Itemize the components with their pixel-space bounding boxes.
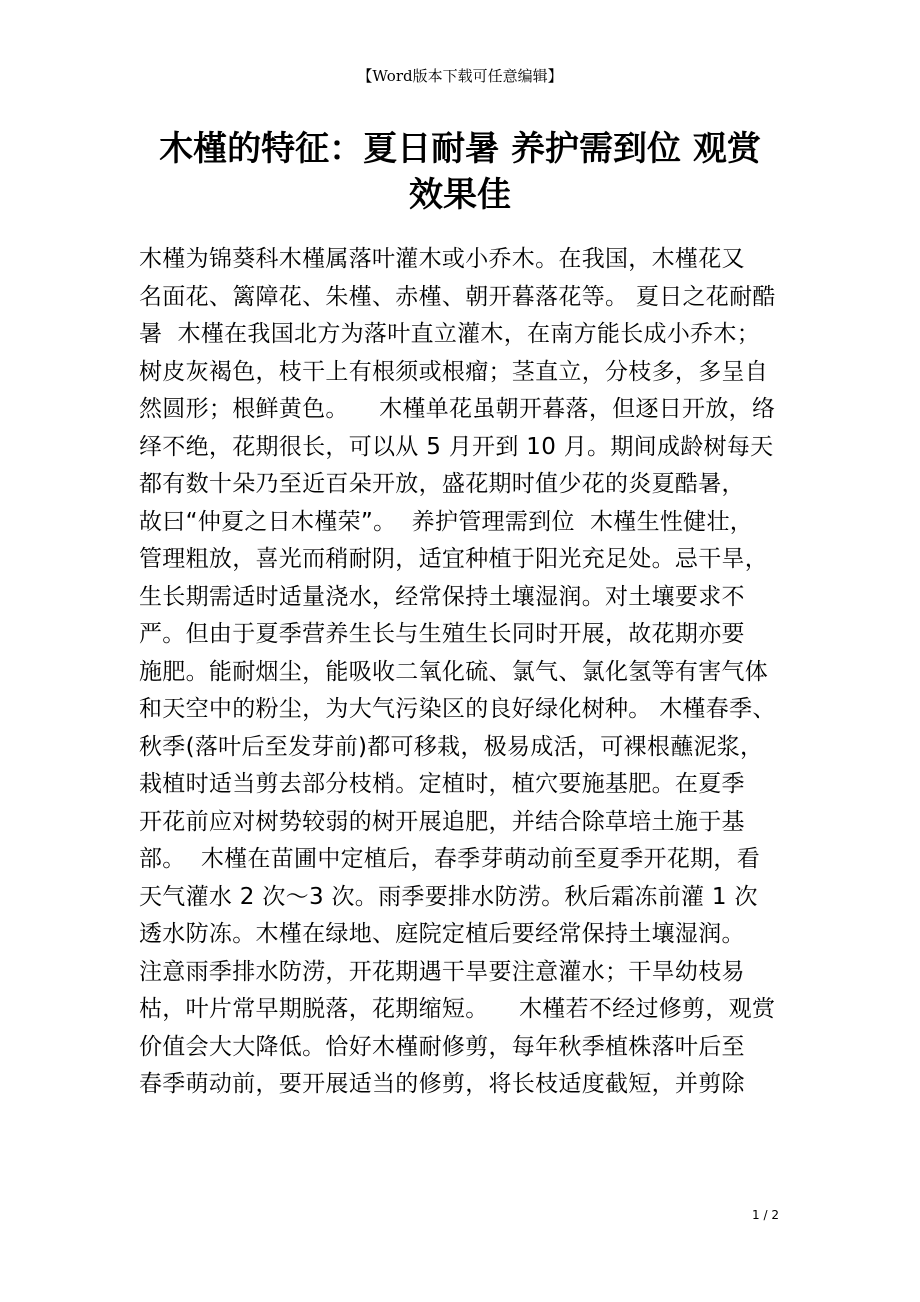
- body-line: 名面花、篱障花、朱槿、赤槿、朝开暮落花等。 夏日之花耐酷: [139, 283, 776, 310]
- body-line: 注意雨季排水防涝，开花期遇干旱要注意灌水；干旱幼枝易: [139, 958, 745, 985]
- body-line: 开花前应对树势较弱的树开展追肥，并结合除草培土施于基: [139, 808, 745, 835]
- body-line: 树皮灰褐色，枝干上有根须或根瘤；茎直立，分枝多，多呈自: [139, 358, 769, 385]
- title-line: 效果佳: [409, 175, 511, 215]
- body-line: 然圆形；根鲜黄色。 木槿单花虽朝开暮落，但逐日开放，络: [139, 396, 776, 422]
- page-number: 1 / 2: [752, 1208, 779, 1222]
- header-note: 【Word版本下载可任意编辑】: [357, 67, 563, 85]
- body-line: 施肥。能耐烟尘，能吸收二氧化硫、氯气、氯化氢等有害气体: [139, 658, 769, 685]
- title-line: 木槿的特征：夏日耐暑 养护需到位 观赏: [159, 129, 761, 169]
- document-title: [100, 126, 820, 218]
- body-line: 都有数十朵乃至近百朵开放，盛花期时值少花的炎夏酷暑，: [139, 471, 745, 497]
- body-line: 木槿为锦葵科木槿属落叶灌木或小乔木。在我国，木槿花又: [139, 246, 745, 272]
- body-line: 严。但由于夏季营养生长与生殖生长同时开展，故花期亦要: [139, 621, 745, 647]
- body-line: 栽植时适当剪去部分枝梢。定植时，植穴要施基肥。在夏季: [139, 771, 745, 797]
- body-line: 生长期需适时适量浇水，经常保持土壤湿润。对土壤要求不: [139, 583, 745, 610]
- body-line: 天气灌水 2 次～3 次。雨季要排水防涝。秋后霜冻前灌 1 次: [139, 883, 758, 910]
- body-line: 价值会大大降低。恰好木槿耐修剪，每年秋季植株落叶后至: [139, 1033, 745, 1060]
- body-line: 暑 木槿在我国北方为落叶直立灌木，在南方能长成小乔木；: [139, 321, 761, 347]
- body-line: 和天空中的粉尘，为大气污染区的良好绿化树种。 木槿春季、: [139, 696, 776, 722]
- body-line: 绎不绝，花期很长，可以从 5 月开到 10 月。期间成龄树每天: [139, 433, 774, 460]
- body-text: [139, 241, 789, 1104]
- body-line: 秋季(落叶后至发芽前)都可移栽，极易成活，可裸根蘸泥浆，: [139, 733, 764, 760]
- body-line: 春季萌动前，要开展适当的修剪，将长枝适度截短，并剪除: [139, 1071, 745, 1097]
- body-line: 管理粗放，喜光而稍耐阴，适宜种植于阳光充足处。忌干旱，: [139, 546, 769, 572]
- body-line: 枯，叶片常早期脱落，花期缩短。 木槿若不经过修剪，观赏: [139, 996, 776, 1022]
- body-line: 透水防冻。木槿在绿地、庭院定植后要经常保持土壤湿润。: [139, 921, 745, 947]
- body-line: 故曰“仲夏之日木槿荣”。 养护管理需到位 木槿生性健壮，: [139, 508, 754, 535]
- body-line: 部。 木槿在苗圃中定植后，春季芽萌动前至夏季开花期，看: [139, 846, 761, 872]
